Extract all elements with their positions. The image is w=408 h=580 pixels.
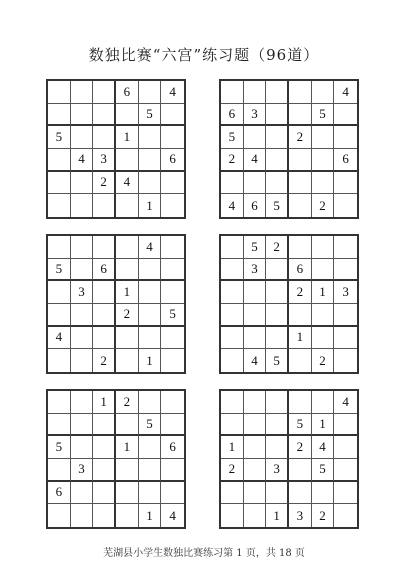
sudoku-cell	[116, 482, 139, 505]
sudoku-cell	[334, 304, 357, 327]
sudoku-cell: 2	[289, 126, 312, 149]
sudoku-cell: 2	[312, 194, 335, 217]
sudoku-cell: 6	[93, 259, 116, 282]
sudoku-cell: 5	[221, 126, 244, 149]
sudoku-cell	[312, 482, 335, 505]
sudoku-cell: 1	[116, 281, 139, 304]
sudoku-cell	[244, 172, 267, 195]
sudoku-cell: 2	[221, 149, 244, 172]
sudoku-cell: 2	[289, 281, 312, 304]
sudoku-cell: 1	[289, 327, 312, 350]
sudoku-cell	[116, 104, 139, 127]
sudoku-cell	[266, 482, 289, 505]
sudoku-cell	[48, 281, 71, 304]
sudoku-cell	[161, 459, 184, 482]
sudoku-cell	[312, 172, 335, 195]
sudoku-cell	[266, 436, 289, 459]
sudoku-cell: 6	[334, 149, 357, 172]
sudoku-cell	[334, 172, 357, 195]
sudoku-cell	[93, 281, 116, 304]
sudoku-cell	[48, 236, 71, 259]
sudoku-cell: 1	[93, 391, 116, 414]
sudoku-cell	[221, 281, 244, 304]
sudoku-cell	[312, 236, 335, 259]
sudoku-cell	[93, 104, 116, 127]
sudoku-cell	[334, 259, 357, 282]
sudoku-cell	[116, 236, 139, 259]
sudoku-cell	[93, 81, 116, 104]
sudoku-cell	[139, 436, 162, 459]
sudoku-cell	[161, 482, 184, 505]
sudoku-cell	[116, 194, 139, 217]
sudoku-cell	[116, 149, 139, 172]
sudoku-cell	[266, 327, 289, 350]
sudoku-cell	[48, 81, 71, 104]
sudoku-cell: 5	[48, 259, 71, 282]
sudoku-cell	[161, 391, 184, 414]
sudoku-cell	[289, 194, 312, 217]
sudoku-cell	[161, 104, 184, 127]
sudoku-cell	[71, 104, 94, 127]
sudoku-cell: 6	[221, 104, 244, 127]
sudoku-cell: 1	[266, 504, 289, 527]
sudoku-cell	[266, 172, 289, 195]
sudoku-cell	[221, 482, 244, 505]
sudoku-cell	[334, 104, 357, 127]
sudoku-cell	[48, 349, 71, 372]
sudoku-cell	[289, 482, 312, 505]
sudoku-cell	[221, 349, 244, 372]
sudoku-cell: 5	[266, 194, 289, 217]
sudoku-cell	[334, 194, 357, 217]
sudoku-cell: 5	[139, 414, 162, 437]
sudoku-cell: 6	[161, 149, 184, 172]
sudoku-cell	[161, 259, 184, 282]
sudoku-cell	[244, 436, 267, 459]
sudoku-cell	[334, 236, 357, 259]
sudoku-cell: 5	[161, 304, 184, 327]
sudoku-cell: 4	[334, 81, 357, 104]
sudoku-cell	[48, 172, 71, 195]
sudoku-puzzle-6	[219, 389, 359, 529]
sudoku-cell	[161, 236, 184, 259]
sudoku-cell	[266, 259, 289, 282]
sudoku-cell: 5	[48, 436, 71, 459]
sudoku-cell	[71, 81, 94, 104]
sudoku-cell	[139, 259, 162, 282]
sudoku-cell	[139, 281, 162, 304]
sudoku-cell	[221, 327, 244, 350]
sudoku-cell: 1	[139, 504, 162, 527]
sudoku-cell	[116, 504, 139, 527]
sudoku-cell: 4	[244, 149, 267, 172]
sudoku-cell	[266, 126, 289, 149]
sudoku-cell	[289, 236, 312, 259]
sudoku-cell	[312, 327, 335, 350]
sudoku-cell	[48, 504, 71, 527]
sudoku-cell	[266, 281, 289, 304]
sudoku-cell: 6	[161, 436, 184, 459]
sudoku-cell	[221, 81, 244, 104]
sudoku-cell	[312, 391, 335, 414]
sudoku-cell: 6	[244, 194, 267, 217]
sudoku-cell: 1	[116, 436, 139, 459]
sudoku-cell	[266, 391, 289, 414]
sudoku-cell: 1	[312, 414, 335, 437]
sudoku-cell: 5	[244, 236, 267, 259]
sudoku-cell	[221, 504, 244, 527]
sudoku-cell	[48, 104, 71, 127]
sudoku-cell	[71, 304, 94, 327]
sudoku-cell: 6	[289, 259, 312, 282]
sudoku-cell	[48, 459, 71, 482]
sudoku-cell	[93, 327, 116, 350]
sudoku-cell	[71, 172, 94, 195]
sudoku-cell: 2	[116, 304, 139, 327]
sudoku-cell	[139, 81, 162, 104]
sudoku-cell	[221, 391, 244, 414]
sudoku-cell	[221, 236, 244, 259]
sudoku-cell	[312, 81, 335, 104]
sudoku-cell	[71, 482, 94, 505]
sudoku-cell	[161, 414, 184, 437]
sudoku-cell: 4	[48, 327, 71, 350]
sudoku-cell	[312, 304, 335, 327]
sudoku-cell	[244, 414, 267, 437]
sudoku-cell	[312, 149, 335, 172]
sudoku-cell: 3	[244, 259, 267, 282]
sudoku-cell: 1	[139, 349, 162, 372]
sudoku-cell: 5	[48, 126, 71, 149]
sudoku-cell	[139, 482, 162, 505]
sudoku-cell	[139, 126, 162, 149]
sudoku-cell	[221, 414, 244, 437]
sudoku-cell	[116, 327, 139, 350]
sudoku-cell: 4	[71, 149, 94, 172]
sudoku-cell: 4	[312, 436, 335, 459]
sudoku-cell	[221, 304, 244, 327]
sudoku-cell	[71, 126, 94, 149]
sudoku-cell: 2	[312, 504, 335, 527]
sudoku-cell: 4	[334, 391, 357, 414]
sudoku-cell	[93, 414, 116, 437]
sudoku-cell: 1	[312, 281, 335, 304]
sudoku-puzzle-1	[46, 79, 186, 219]
sudoku-cell	[244, 304, 267, 327]
sudoku-cell: 6	[116, 81, 139, 104]
sudoku-cell	[312, 126, 335, 149]
sudoku-cell: 1	[116, 126, 139, 149]
sudoku-cell	[244, 327, 267, 350]
sudoku-cell	[334, 349, 357, 372]
sudoku-cell	[139, 149, 162, 172]
sudoku-cell: 4	[169, 507, 176, 523]
sudoku-cell	[334, 504, 357, 527]
sudoku-cell	[93, 482, 116, 505]
sudoku-cell	[71, 327, 94, 350]
sudoku-cell: 5	[139, 104, 162, 127]
sudoku-cell	[266, 414, 289, 437]
sudoku-cell	[221, 172, 244, 195]
sudoku-cell	[289, 304, 312, 327]
sudoku-cell	[334, 459, 357, 482]
sudoku-cell: 5	[289, 414, 312, 437]
sudoku-cell	[334, 414, 357, 437]
sudoku-cell	[289, 149, 312, 172]
sudoku-cell: 2	[312, 349, 335, 372]
sudoku-cell	[244, 391, 267, 414]
sudoku-cell	[71, 349, 94, 372]
sudoku-puzzle-5	[46, 389, 186, 529]
sudoku-puzzle-3	[46, 234, 186, 374]
sudoku-cell	[48, 414, 71, 437]
sudoku-cell: 3	[289, 504, 312, 527]
sudoku-cell	[244, 482, 267, 505]
sudoku-cell	[116, 414, 139, 437]
sudoku-cell	[266, 304, 289, 327]
sudoku-cell	[266, 104, 289, 127]
sudoku-cell	[139, 459, 162, 482]
sudoku-cell	[139, 327, 162, 350]
sudoku-cell	[93, 126, 116, 149]
sudoku-cell: 4	[244, 349, 267, 372]
sudoku-cell	[116, 259, 139, 282]
sudoku-cell	[334, 327, 357, 350]
page-footer: 芜湖县小学生数独比赛练习第 1 页，共 18 页	[103, 548, 305, 559]
sudoku-cell	[93, 304, 116, 327]
sudoku-cell	[71, 504, 94, 527]
sudoku-cell: 2	[93, 172, 116, 195]
sudoku-cell: 3	[266, 459, 289, 482]
sudoku-cell	[48, 194, 71, 217]
sudoku-cell	[334, 126, 357, 149]
sudoku-cell	[71, 236, 94, 259]
sudoku-cell	[93, 194, 116, 217]
sudoku-cell	[48, 391, 71, 414]
sudoku-cell: 2	[289, 436, 312, 459]
sudoku-cell	[244, 81, 267, 104]
sudoku-cell	[161, 281, 184, 304]
sudoku-cell	[312, 259, 335, 282]
sudoku-cell	[334, 436, 357, 459]
sudoku-cell	[93, 459, 116, 482]
sudoku-cell	[139, 391, 162, 414]
sudoku-cell	[161, 126, 184, 149]
sudoku-cell	[116, 349, 139, 372]
sudoku-cell: 1	[221, 436, 244, 459]
sudoku-cell	[289, 391, 312, 414]
sudoku-cell	[266, 149, 289, 172]
sudoku-cell	[289, 172, 312, 195]
sudoku-cell	[161, 194, 184, 217]
sudoku-cell: 2	[221, 459, 244, 482]
sudoku-cell: 2	[266, 236, 289, 259]
sudoku-cell: 4	[116, 172, 139, 195]
sudoku-cell	[161, 349, 184, 372]
sudoku-cell	[71, 436, 94, 459]
sudoku-cell	[289, 104, 312, 127]
sudoku-cell	[71, 259, 94, 282]
sudoku-cell: 2	[93, 349, 116, 372]
sudoku-cell	[334, 482, 357, 505]
sudoku-cell: 5	[312, 104, 335, 127]
sudoku-puzzle-4	[219, 234, 359, 374]
sudoku-cell	[289, 81, 312, 104]
sudoku-cell	[244, 504, 267, 527]
sudoku-cell	[266, 81, 289, 104]
sudoku-cell	[244, 126, 267, 149]
page-title: 数独比赛“六宫”练习题（96道）	[88, 46, 320, 64]
sudoku-cell: 6	[48, 482, 71, 505]
sudoku-cell	[244, 459, 267, 482]
sudoku-cell	[244, 281, 267, 304]
sudoku-cell	[289, 459, 312, 482]
sudoku-cell: 4	[139, 236, 162, 259]
sudoku-cell	[139, 172, 162, 195]
sudoku-cell: 3	[71, 281, 94, 304]
sudoku-cell	[161, 327, 184, 350]
sudoku-cell	[221, 259, 244, 282]
sudoku-cell	[93, 236, 116, 259]
sudoku-cell	[93, 504, 116, 527]
sudoku-cell	[71, 194, 94, 217]
sudoku-cell	[48, 149, 71, 172]
sudoku-cell: 3	[244, 104, 267, 127]
sudoku-cell: 2	[116, 391, 139, 414]
sudoku-cell	[289, 349, 312, 372]
sudoku-puzzle-2	[219, 79, 359, 219]
sudoku-cell: 3	[334, 281, 357, 304]
sudoku-cell: 4	[221, 194, 244, 217]
sudoku-cell: 5	[266, 349, 289, 372]
sudoku-cell	[93, 436, 116, 459]
sudoku-cell: 4	[161, 81, 184, 104]
sudoku-cell	[161, 172, 184, 195]
sudoku-cell: 3	[93, 149, 116, 172]
sudoku-cell: 3	[71, 459, 94, 482]
sudoku-cell	[71, 391, 94, 414]
sudoku-cell	[71, 414, 94, 437]
sudoku-cell	[139, 304, 162, 327]
sudoku-cell: 5	[312, 459, 335, 482]
sudoku-cell	[48, 304, 71, 327]
sudoku-cell: 1	[139, 194, 162, 217]
sudoku-cell	[116, 459, 139, 482]
